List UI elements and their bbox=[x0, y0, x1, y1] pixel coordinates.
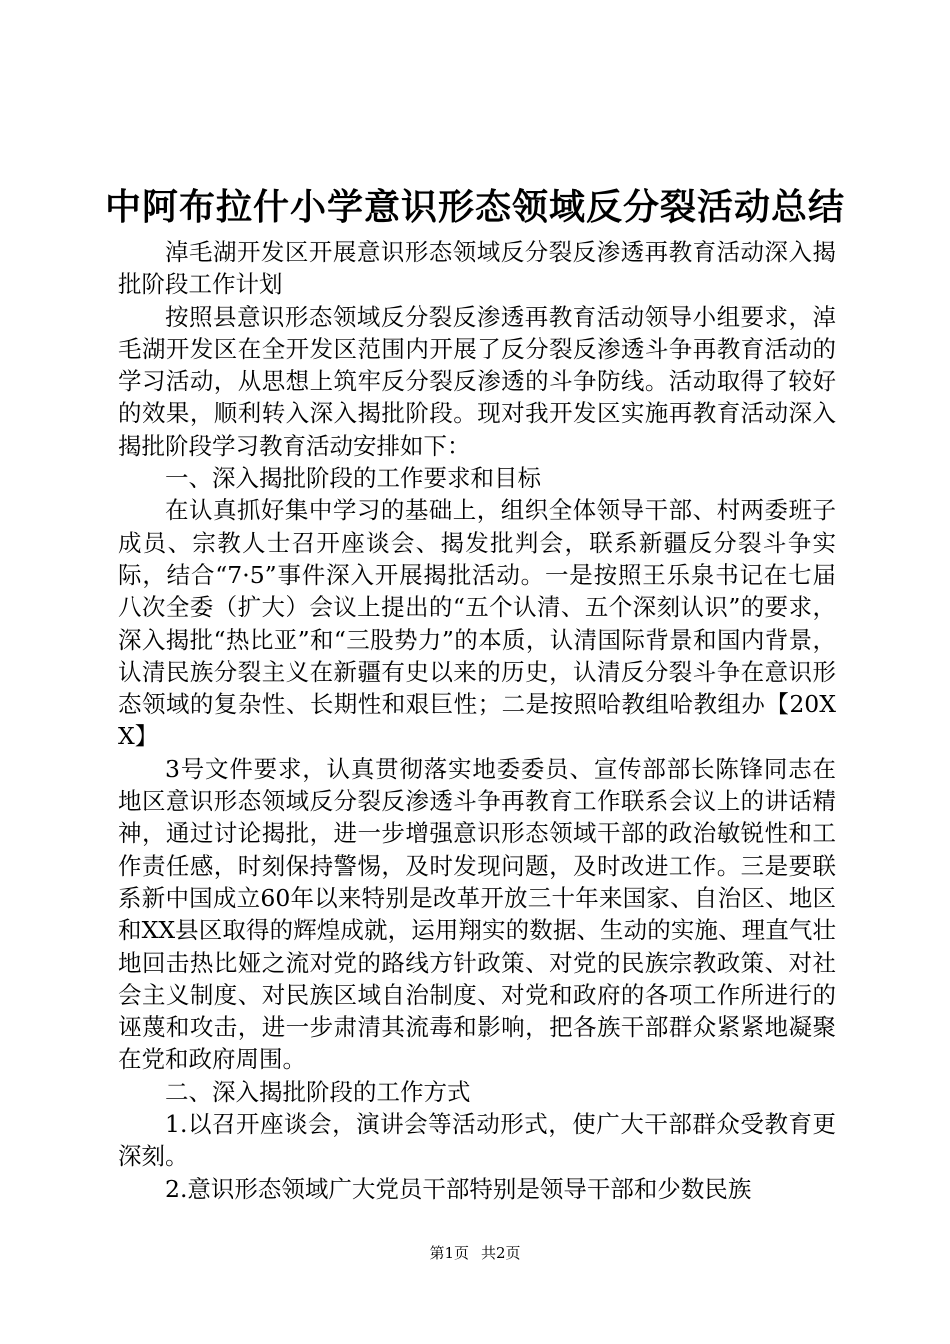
list-item-2: 2.意识形态领域广大党员干部特别是领导干部和少数民族 bbox=[165, 1174, 752, 1203]
paragraph-requirements: 在认真抓好集中学习的基础上，组织全体领导干部、村两委班子成员、宗教人士召开座谈会、揭发批判会，联系新疆反分裂斗争实际，结合“7·5”事件深入开展揭批活动。一是按照王乐泉书记在七届八次全委（扩大）会议上提出的“五个认清、五个深刻认识”的要求，深入揭批“热比亚”和“三股势力”的本质，认清国际背景和国内背景，认清民族分裂主义在新疆有史以来的历史，认清反分裂斗争在意识形态领域的复杂性、长期性和艰巨性；二是按照哈教组哈教组办【20XX】 bbox=[118, 496, 836, 751]
list-item-1: 1.以召开座谈会，演讲会等活动形式，使广大干部群众受教育更深刻。 bbox=[118, 1110, 836, 1171]
page-footer bbox=[0, 1243, 950, 1263]
paragraph-document-3: 3号文件要求，认真贯彻落实地委委员、宣传部部长陈锋同志在地区意识形态领域反分裂反渗透斗争再教育工作联系会议上的讲话精神，通过讨论揭批，进一步增强意识形态领域干部的政治敏锐性和工作责任感，时刻保持警惕，及时发现问题，及时改进工作。三是要联系新中国成立60年以来特别是改革开放三十年来国家、自治区、地区和XX县区取得的辉煌成就，运用翔实的数据、生动的实施、理直气壮地回击热比娅之流对党的路线方针政策、对党的民族宗教政策、对社会主义制度、对民族区域自治制度、对党和政府的各项工作所进行的诬蔑和攻击，进一步肃清其流毒和影响，把各族干部群众紧紧地凝聚在党和政府周围。 bbox=[118, 754, 836, 1074]
document-title: 中阿布拉什小学意识形态领域反分裂活动总结 bbox=[104, 187, 845, 228]
paragraph-intro: 按照县意识形态领域反分裂反渗透再教育活动领导小组要求，淖毛湖开发区在全开发区范围内开展了反分裂反渗透斗争再教育活动的学习活动，从思想上筑牢反分裂反渗透的斗争防线。活动取得了较好的效果，顺利转入深入揭批阶段。现对我开发区实施再教育活动深入揭批阶段学习教育活动安排如下： bbox=[118, 302, 836, 460]
page-number: 第1页 bbox=[429, 1244, 469, 1262]
section-heading-methods: 二、深入揭批阶段的工作方式 bbox=[165, 1077, 471, 1106]
page-total: 共2页 bbox=[481, 1244, 521, 1262]
section-heading-requirements: 一、深入揭批阶段的工作要求和目标 bbox=[165, 464, 541, 493]
paragraph-plan-heading: 淖毛湖开发区开展意识形态领域反分裂反渗透再教育活动深入揭批阶段工作计划 bbox=[118, 238, 836, 299]
document-body bbox=[118, 236, 836, 1205]
